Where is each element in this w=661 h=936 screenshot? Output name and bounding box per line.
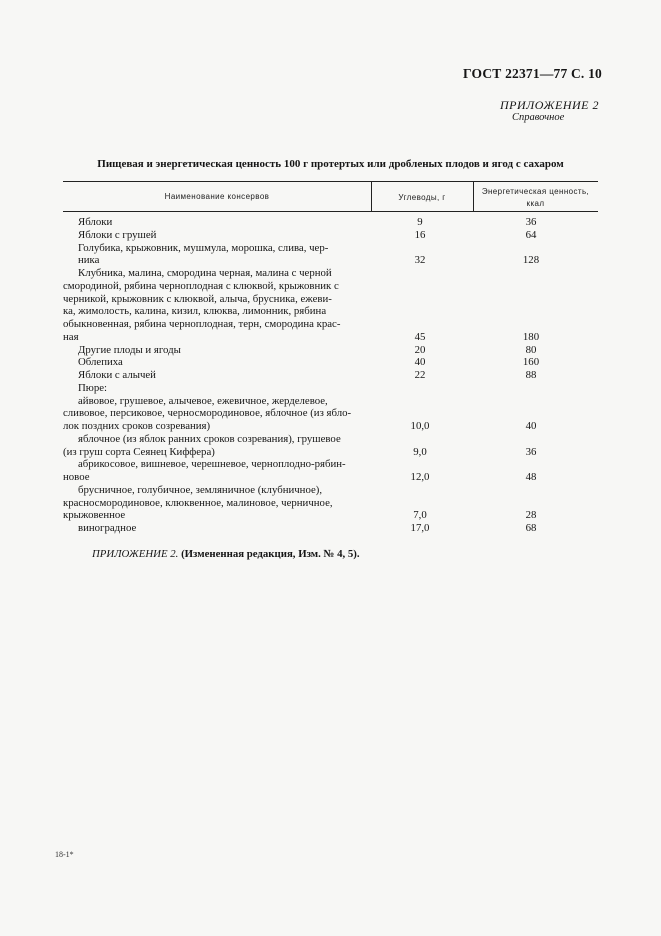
cell-product-name: ка, жимолость, калина, кизил, клюква, лимонник, рябина [63, 305, 327, 318]
table-row [0, 254, 661, 267]
table-row [0, 471, 661, 484]
cell-energy-value: 28 [525, 509, 537, 522]
cell-carbohydrates: 20 [414, 343, 426, 356]
cell-carbohydrates: 16 [414, 228, 426, 241]
cell-carbohydrates: 9 [417, 216, 423, 228]
cell-energy-value: 68 [525, 522, 537, 534]
table-row [0, 497, 661, 510]
column-header-carbs: Углеводы, г [398, 193, 446, 202]
cell-product-name: Голубика, крыжовник, мушмула, морошка, слива, чер- [78, 241, 329, 254]
table-row [0, 293, 661, 306]
table-row [0, 216, 661, 229]
table-row [0, 484, 661, 497]
cell-carbohydrates: 9,0 [413, 445, 427, 458]
table-row [0, 407, 661, 420]
cell-product-name: новое [63, 471, 90, 483]
cell-product-name: обыкновенная, рябина черноплодная, терн, смородина крас- [63, 318, 341, 330]
cell-product-name: Облепиха [78, 356, 123, 369]
cell-product-name: Пюре: [78, 381, 108, 394]
cell-carbohydrates: 32 [414, 254, 426, 267]
cell-product-name: крыжовенное [63, 509, 126, 522]
appendix-title: ПРИЛОЖЕНИЕ 2 [500, 98, 599, 112]
cell-product-name: брусничное, голубичное, земляничное (клубничное), [78, 483, 323, 496]
column-header-name: Наименование консервов [164, 192, 270, 201]
cell-product-name: красносмородиновое, клюквенное, малиновое, черничное, [63, 496, 333, 509]
cell-carbohydrates: 45 [414, 330, 426, 343]
footnote-revision: (Измененная редакция, Изм. № 4, 5). [181, 548, 360, 560]
table-row [0, 242, 661, 255]
cell-product-name: абрикосовое, вишневое, черешневое, черноплодно-рябин- [78, 458, 346, 471]
table-row [0, 318, 661, 331]
cell-product-name: сливовое, персиковое, черносмородиновое, яблочное (из ябло- [63, 407, 352, 420]
cell-energy-value: 36 [525, 445, 537, 458]
table-row [0, 433, 661, 446]
cell-product-name: Другие плоды и ягоды [78, 343, 181, 356]
cell-carbohydrates: 10,0 [410, 420, 430, 432]
cell-product-name: (из груш сорта Сеянец Киффера) [63, 445, 215, 458]
table-row [0, 267, 661, 280]
cell-carbohydrates: 40 [414, 356, 426, 369]
table-row [0, 458, 661, 471]
table-row [0, 446, 661, 459]
cell-product-name: Яблоки с грушей [78, 228, 157, 241]
table-row [0, 369, 661, 382]
cell-product-name: Яблоки [78, 216, 113, 228]
cell-energy-value: 48 [525, 471, 537, 483]
cell-product-name: смородиной, рябина черноплодная с клюквой, крыжовник с [63, 279, 339, 292]
cell-carbohydrates: 7,0 [413, 509, 427, 522]
cell-energy-value: 40 [525, 420, 537, 432]
cell-energy-value: 64 [525, 228, 537, 241]
page-number: 18-1* [55, 850, 74, 859]
table-row [0, 395, 661, 408]
table-caption: Пищевая и энергетическая ценность 100 г протертых или дробленых плодов и ягод с сахаром [97, 158, 564, 170]
table-row [0, 344, 661, 357]
footnote-appendix-ref: ПРИЛОЖЕНИЕ 2. [92, 548, 179, 560]
cell-energy-value: 80 [525, 343, 537, 356]
column-header-energy-line1: Энергетическая ценность, [481, 187, 590, 196]
table-top-rule [63, 181, 598, 182]
cell-product-name: Клубника, малина, смородина черная, малина с черной [78, 267, 332, 279]
cell-product-name: виноградное [78, 522, 137, 534]
cell-carbohydrates: 17,0 [410, 522, 430, 534]
table-row [0, 382, 661, 395]
cell-product-name: айвовое, грушевое, алычевое, ежевичное, жерделевое, [78, 394, 328, 407]
table-row [0, 509, 661, 522]
cell-carbohydrates: 22 [414, 369, 426, 381]
table-row [0, 356, 661, 369]
table-row [0, 280, 661, 293]
cell-product-name: ная [63, 330, 79, 343]
cell-product-name: яблочное (из яблок ранних сроков созревания), грушевое [78, 432, 341, 445]
cell-energy-value: 36 [525, 216, 537, 228]
table-header-rule [63, 211, 598, 212]
table-row [0, 331, 661, 344]
footnote [92, 548, 360, 560]
cell-product-name: ника [78, 254, 100, 267]
standard-page-header: ГОСТ 22371—77 С. 10 [463, 66, 602, 81]
table-row [0, 420, 661, 433]
table-row [0, 522, 661, 535]
cell-product-name: Яблоки с алычей [78, 369, 156, 381]
cell-carbohydrates: 12,0 [410, 471, 430, 483]
cell-energy-value: 88 [525, 369, 537, 381]
cell-product-name: черникой, крыжовник с клюквой, алыча, брусника, ежеви- [63, 292, 332, 305]
cell-energy-value: 180 [522, 330, 540, 343]
cell-energy-value: 128 [522, 254, 540, 267]
column-header-energy-line2: ккал [526, 199, 545, 208]
appendix-note: Справочное [512, 112, 565, 123]
table-row [0, 229, 661, 242]
table-row [0, 305, 661, 318]
column-header-energy [473, 186, 598, 210]
cell-product-name: лок поздних сроков созревания) [63, 420, 211, 432]
cell-energy-value: 160 [522, 356, 540, 369]
